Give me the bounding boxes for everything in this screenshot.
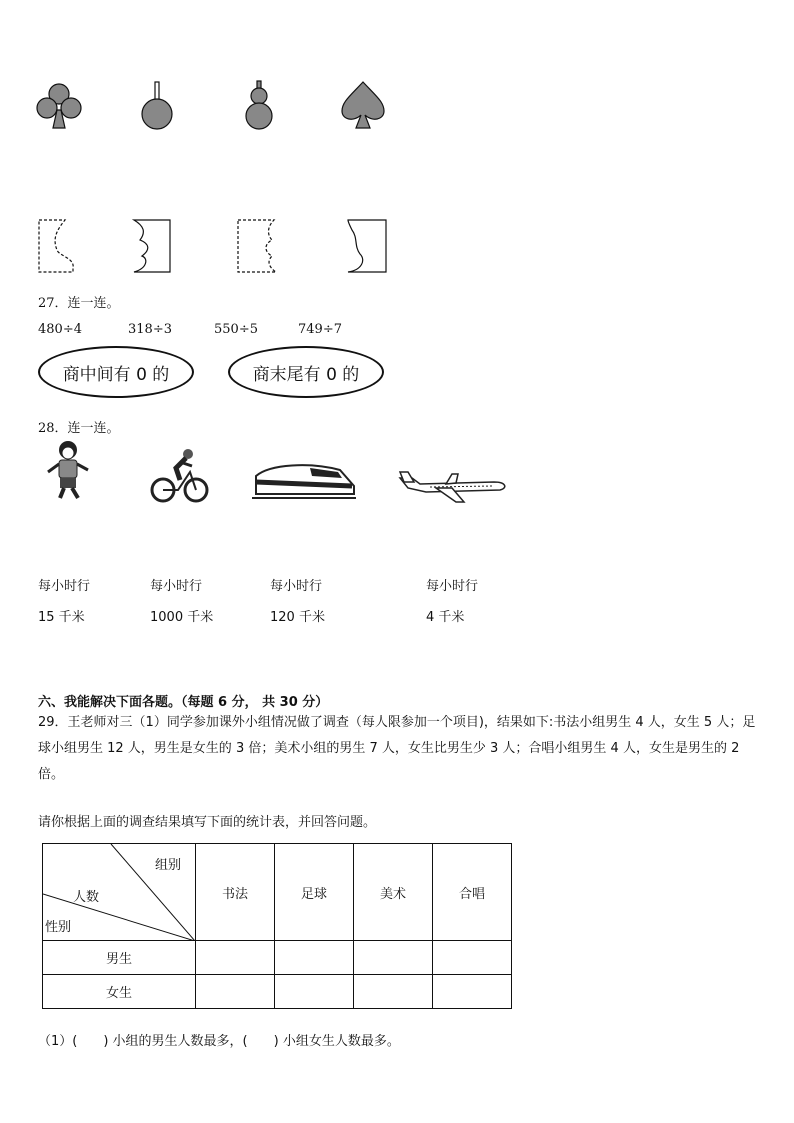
airplane-picture bbox=[396, 460, 510, 504]
speed-label-4: 每小时行 bbox=[426, 579, 479, 594]
cell-girls-football[interactable] bbox=[275, 975, 354, 1009]
half-shape-card-4 bbox=[344, 218, 390, 274]
expression-3: 550÷5 bbox=[214, 322, 258, 337]
cell-girls-choir[interactable] bbox=[433, 975, 512, 1009]
row-header-girls: 女生 bbox=[43, 975, 196, 1009]
speed-value-1: 15 千米 bbox=[38, 610, 85, 625]
column-header-football: 足球 bbox=[275, 844, 354, 941]
speed-label-2: 每小时行 bbox=[150, 579, 203, 594]
speed-label-3: 每小时行 bbox=[270, 579, 323, 594]
cell-boys-choir[interactable] bbox=[433, 941, 512, 975]
speed-label-1: 每小时行 bbox=[38, 579, 91, 594]
cyclist-picture bbox=[150, 446, 210, 506]
q29-instruction: 请你根据上面的调查结果填写下面的统计表，并回答问题。 bbox=[38, 815, 377, 830]
oval-end-zero: 商末尾有 0 的 bbox=[228, 346, 384, 398]
row-header-boys: 男生 bbox=[43, 941, 196, 975]
column-header-choir: 合唱 bbox=[433, 844, 512, 941]
speed-value-4: 4 千米 bbox=[426, 610, 465, 625]
pendulum-shape bbox=[140, 80, 176, 132]
column-header-calligraphy: 书法 bbox=[196, 844, 275, 941]
section-6-title: 六、我能解决下面各题。（每题 6 分， 共 30 分） bbox=[38, 695, 329, 710]
statistics-table bbox=[42, 843, 512, 1009]
q29-subquestion-1: （1）( ) 小组的男生人数最多，( ) 小组女生人数最多。 bbox=[38, 1034, 400, 1049]
cell-boys-football[interactable] bbox=[275, 941, 354, 975]
q29-text: 29．王老师对三（1）同学参加课外小组情况做了调查（每人限参加一个项目)，结果如下:书法小组男生 4 人，女生 5 人；足球小组男生 12 人，男生是女生的 3 倍；美术小组的男生 7 人，女生比男生少 3 人；合唱小组男生 4 人，女生是男生的 2 倍。 bbox=[38, 715, 756, 782]
cell-boys-art[interactable] bbox=[354, 941, 433, 975]
table-corner-cell bbox=[43, 844, 196, 941]
speed-value-2: 1000 千米 bbox=[150, 610, 214, 625]
corner-label-count: 人数 bbox=[73, 890, 100, 905]
gourd-shape bbox=[244, 80, 274, 132]
train-picture bbox=[250, 458, 358, 502]
q27-title: 27．连一连。 bbox=[38, 296, 120, 311]
q28-title: 28．连一连。 bbox=[38, 421, 120, 436]
expression-2: 318÷3 bbox=[128, 322, 172, 337]
half-shape-card-3 bbox=[236, 218, 280, 274]
club-shape bbox=[36, 82, 82, 130]
oval-middle-zero: 商中间有 0 的 bbox=[38, 346, 194, 398]
corner-label-group: 组别 bbox=[155, 858, 182, 873]
cell-boys-calligraphy[interactable] bbox=[196, 941, 275, 975]
half-shape-card-2 bbox=[130, 218, 174, 274]
expression-1: 480÷4 bbox=[38, 322, 82, 337]
spade-shape bbox=[340, 80, 386, 130]
walking-girl-picture bbox=[44, 440, 94, 502]
corner-label-gender: 性别 bbox=[45, 920, 72, 935]
speed-value-3: 120 千米 bbox=[270, 610, 325, 625]
cell-girls-art[interactable] bbox=[354, 975, 433, 1009]
expression-4: 749÷7 bbox=[298, 322, 342, 337]
column-header-art: 美术 bbox=[354, 844, 433, 941]
cell-girls-calligraphy[interactable] bbox=[196, 975, 275, 1009]
half-shape-card-1 bbox=[37, 218, 77, 274]
